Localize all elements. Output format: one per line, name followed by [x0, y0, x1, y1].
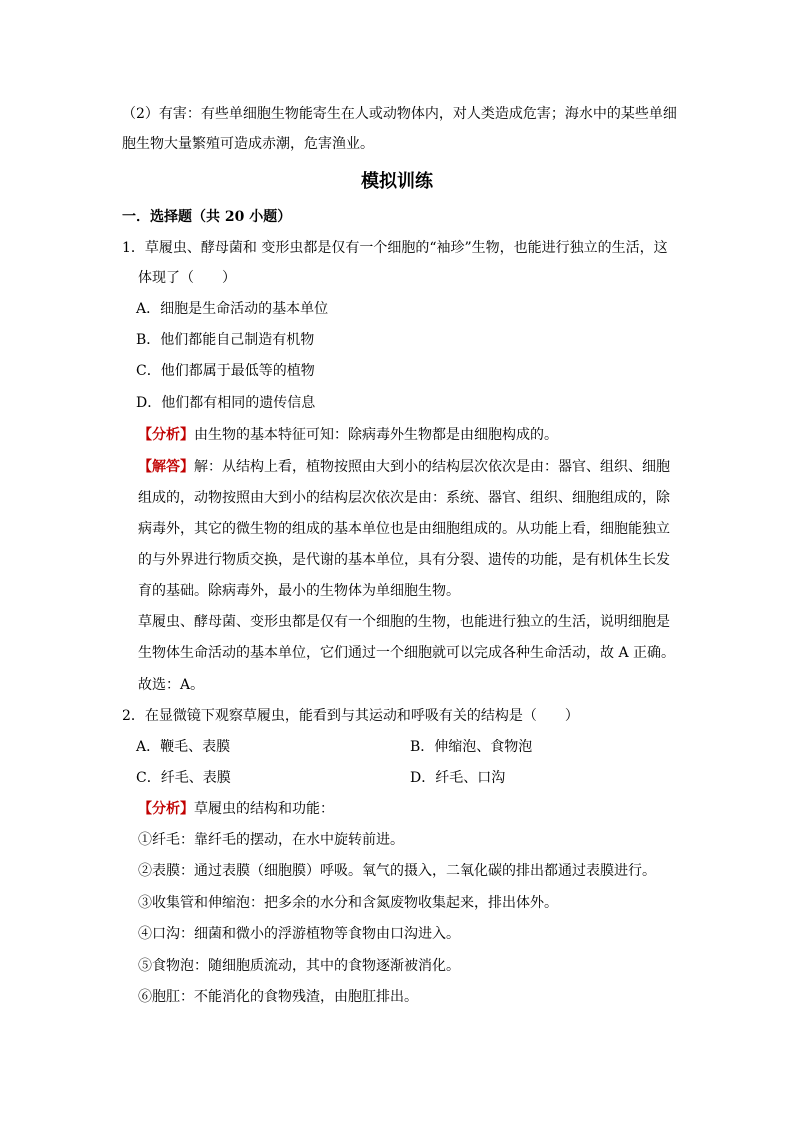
q1-stem-line-2: 体现了（ ） [138, 270, 236, 286]
q2-analysis-text: 草履虫的结构和功能： [194, 801, 334, 817]
q2-option-a: A．鞭毛、表膜 [136, 739, 231, 755]
q1-answer-line-4: 的与外界进行物质交换，是代谢的基本单位，具有分裂、遗传的功能，是有机体生长发 [138, 552, 670, 568]
q1-answer-line-2: 组成的，动物按照由大到小的结构层次依次是由：系统、器官、组织、细胞组成的，除 [138, 490, 670, 506]
q1-stem-line-1: 1．草履虫、酵母菌和 变形虫都是仅有一个细胞的“袖珍”生物，也能进行独立的生活，这 [122, 240, 668, 256]
q1-answer-line-7: 生物体生命活动的基本单位，它们通过一个细胞就可以完成各种生命活动，故 A 正确。 [138, 645, 676, 661]
q1-answer-line-1 [138, 457, 670, 477]
q1-answer-line-3: 病毒外，其它的微生物的组成的基本单位也是由细胞组成的。从功能上看，细胞能独立 [138, 521, 670, 537]
q2-item-2: ②表膜：通过表膜（细胞膜）呼吸。氧气的摄入，二氧化碳的排出都通过表膜进行。 [138, 863, 656, 879]
q1-analysis-text: 由生物的基本特征可知：除病毒外生物都是由细胞构成的。 [194, 427, 558, 443]
q2-analysis [138, 799, 334, 819]
q2-stem: 2．在显微镜下观察草履虫，能看到与其运动和呼吸有关的结构是（ ） [122, 708, 579, 724]
q1-analysis-tag: 【分析】 [138, 427, 194, 443]
q2-option-c: C．纤毛、表膜 [136, 770, 231, 786]
q1-option-c: C．他们都属于最低等的植物 [136, 363, 315, 379]
q1-answer-text: 解：从结构上看，植物按照由大到小的结构层次依次是由：器官、组织、细胞 [194, 459, 670, 475]
q1-option-d: D．他们都有相同的遗传信息 [136, 395, 316, 411]
q1-answer-tag: 【解答】 [138, 459, 194, 475]
q2-analysis-tag: 【分析】 [138, 801, 194, 817]
q1-answer-line-6: 草履虫、酵母菌、变形虫都是仅有一个细胞的生物，也能进行独立的生活，说明细胞是 [138, 614, 670, 630]
q2-item-5: ⑤食物泡：随细胞质流动，其中的食物逐渐被消化。 [138, 958, 460, 974]
q1-answer-line-5: 育的基础。除病毒外，最小的生物体为单细胞生物。 [138, 583, 460, 599]
q2-item-3: ③收集管和伸缩泡：把多余的水分和含氮废物收集起来，排出体外。 [138, 895, 558, 911]
q1-choice: 故选：A。 [138, 677, 205, 693]
q2-option-d: D．纤毛、口沟 [410, 770, 506, 786]
intro-line-2: 胞生物大量繁殖可造成赤潮，危害渔业。 [122, 136, 374, 152]
q1-option-b: B．他们都能自己制造有机物 [136, 332, 315, 348]
q2-option-b: B．伸缩泡、食物泡 [410, 739, 533, 755]
page-title: 模拟训练 [361, 171, 433, 192]
q2-item-4: ④口沟：细菌和微小的浮游植物等食物由口沟进入。 [138, 926, 460, 942]
section-heading: 一．选择题（共 20 小题） [122, 209, 292, 225]
q2-item-1: ①纤毛：靠纤毛的摆动，在水中旋转前进。 [138, 832, 404, 848]
intro-line-1: （2）有害：有些单细胞生物能寄生在人或动物体内，对人类造成危害；海水中的某些单细 [122, 106, 677, 122]
q1-analysis [138, 425, 558, 445]
q2-item-6: ⑥胞肛：不能消化的食物残渣，由胞肛排出。 [138, 989, 418, 1005]
q1-option-a: A．细胞是生命活动的基本单位 [136, 301, 329, 317]
